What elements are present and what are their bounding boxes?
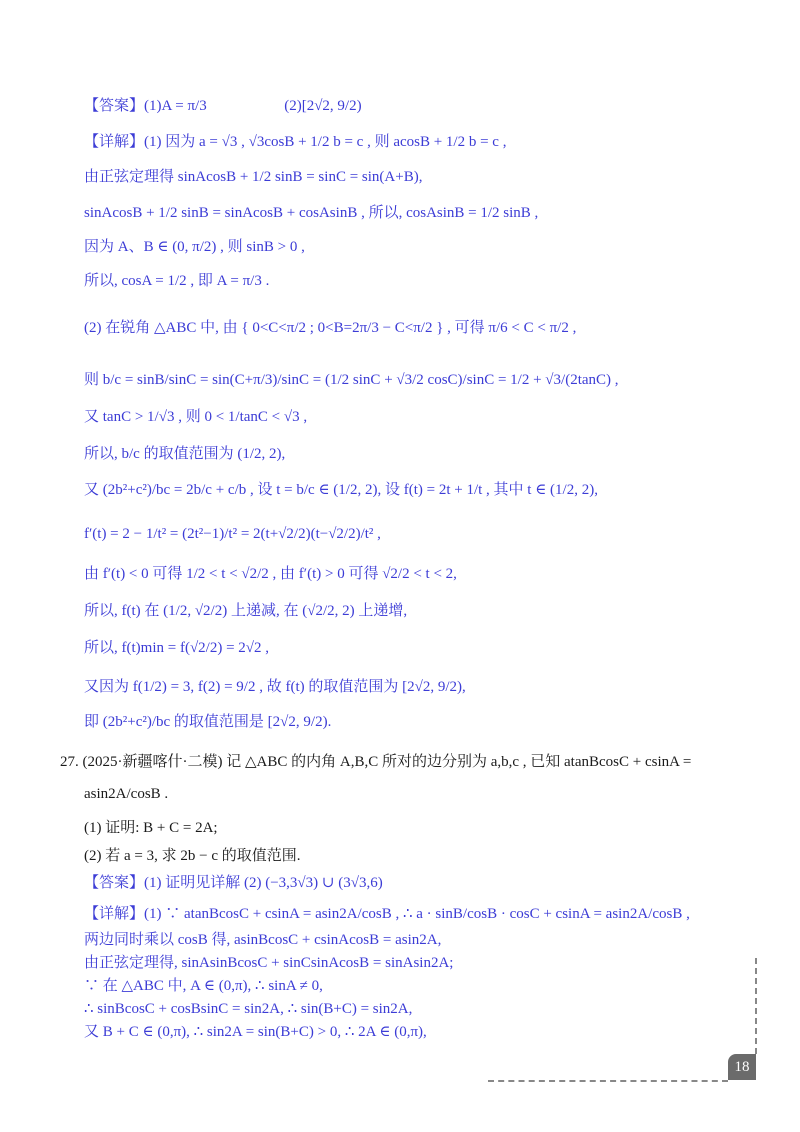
detail-line: 即 (2b²+c²)/bc 的取值范围是 [2√2, 9/2).: [84, 714, 332, 730]
detail-line: 又因为 f(1/2) = 3, f(2) = 9/2 , 故 f(t) 的取值范围为 [2√2, 9/2),: [84, 679, 466, 695]
detail-line: 所以, f(t) 在 (1/2, √2/2) 上递减, 在 (√2/2, 2) 上递增,: [84, 603, 408, 619]
page-border-dashed-horizontal: [488, 1080, 728, 1082]
problem-q1: (1) 证明: B + C = 2A;: [84, 820, 218, 836]
solution-line: 两边同时乘以 cosB 得, asinBcosC + csinAcosB = asin2A,: [84, 932, 442, 948]
detail-line: f′(t) = 2 − 1/t² = (2t²−1)/t² = 2(t+√2/2)(t−√2/2)/t² ,: [84, 526, 381, 542]
problem-number: 27.: [60, 754, 79, 770]
page-border-dashed-vertical: [755, 958, 757, 1054]
problem-stem-line2: asin2A/cosB .: [84, 786, 169, 802]
solution-line: 又 B + C ∈ (0,π), ∴ sin2A = sin(B+C) > 0, ∴ 2A ∈ (0,π),: [84, 1024, 427, 1040]
detail-line: 由 f′(t) < 0 可得 1/2 < t < √2/2 , 由 f′(t) > 0 可得 √2/2 < t < 2,: [84, 566, 457, 582]
problem-answer: 【答案】(1) 证明见详解 (2) (−3,3√3) ∪ (3√3,6): [84, 875, 383, 891]
answer-part1: (1)A = π/3: [144, 98, 207, 114]
problem-27-stem: [60, 752, 691, 772]
answer-label: 【答案】: [84, 98, 145, 114]
detail-line: 又 tanC > 1/√3 , 则 0 < 1/tanC < √3 ,: [84, 409, 308, 425]
detail-line: 由正弦定理得 sinAcosB + 1/2 sinB = sinC = sin(A+B),: [84, 169, 423, 185]
detail-line: 【详解】(1) 因为 a = √3 , √3cosB + 1/2 b = c , 则 acosB + 1/2 b = c ,: [84, 134, 507, 150]
detail-line: 所以, b/c 的取值范围为 (1/2, 2),: [84, 446, 286, 462]
problem-stem-line1: (2025·新疆喀什·二模) 记 △ABC 的内角 A,B,C 所对的边分别为 a,b,c , 已知 atanBcosC + csinA =: [82, 754, 692, 770]
solution-line: ∵ 在 △ABC 中, A ∈ (0,π), ∴ sinA ≠ 0,: [84, 978, 323, 994]
solution-line: 【详解】(1) ∵ atanBcosC + csinA = asin2A/cosB , ∴ a · sinB/cosB · cosC + csinA = asin2A/cosB ,: [84, 906, 690, 922]
detail-line: 因为 A、B ∈ (0, π/2) , 则 sinB > 0 ,: [84, 239, 305, 255]
answer-line: [84, 96, 362, 116]
answer-part2: (2)[2√2, 9/2): [284, 98, 362, 114]
detail-line: sinAcosB + 1/2 sinB = sinAcosB + cosAsinB , 所以, cosAsinB = 1/2 sinB ,: [84, 205, 539, 221]
detail-line: (2) 在锐角 △ABC 中, 由 { 0<C<π/2 ; 0<B=2π/3 − C<π/2 } , 可得 π/6 < C < π/2 ,: [84, 320, 577, 336]
detail-line: 所以, cosA = 1/2 , 即 A = π/3 .: [84, 273, 270, 289]
solution-line: ∴ sinBcosC + cosBsinC = sin2A, ∴ sin(B+C) = sin2A,: [84, 1001, 413, 1017]
detail-line: 又 (2b²+c²)/bc = 2b/c + c/b , 设 t = b/c ∈ (1/2, 2), 设 f(t) = 2t + 1/t , 其中 t ∈ (1/2, 2),: [84, 482, 598, 498]
detail-line: 所以, f(t)min = f(√2/2) = 2√2 ,: [84, 640, 270, 656]
solution-line: 由正弦定理得, sinAsinBcosC + sinCsinAcosB = sinAsin2A;: [84, 955, 454, 971]
detail-line: 则 b/c = sinB/sinC = sin(C+π/3)/sinC = (1/2 sinC + √3/2 cosC)/sinC = 1/2 + √3/(2tanC) ,: [84, 372, 619, 388]
problem-q2: (2) 若 a = 3, 求 2b − c 的取值范围.: [84, 848, 301, 864]
page-number: 18: [728, 1054, 756, 1080]
